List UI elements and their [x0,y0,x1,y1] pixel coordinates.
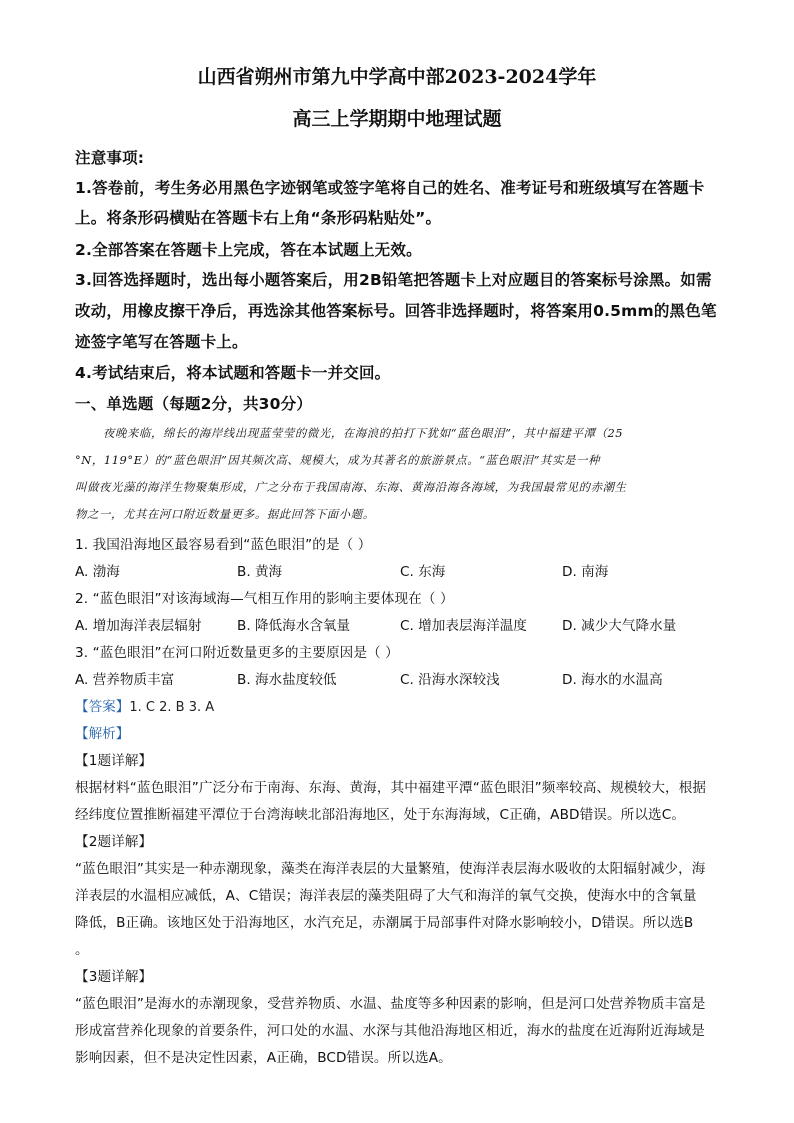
question-option: D. 减少大气降水量 [562,618,677,634]
section-title: 一、单选题（每题2分，共30分） [75,395,313,413]
page-subtitle: 高三上学期期中地理试题 [292,108,502,130]
analysis-line: “蓝色眼泪”是海水的赤潮现象，受营养物质、水温、盐度等多种因素的影响，但是河口处营养物质丰富是 [75,996,706,1012]
notes-heading: 注意事项: [75,149,145,167]
analysis-heading: 【3题详解】 [75,969,153,985]
passage-line: 夜晚来临，绵长的海岸线出现蓝莹莹的微光，在海浪的拍打下犹如“蓝色眼泪”，其中福建平潭（25 [103,426,624,440]
question-stem: 3. “蓝色眼泪”在河口附近数量更多的主要原因是（ ） [75,645,399,661]
answer-label: 【答案】 [75,699,130,715]
passage-line: 物之一，尤其在河口附近数量更多。据此回答下面小题。 [75,507,375,521]
analysis-line: 降低，B正确。该地区处于沿海地区，水汽充足，赤潮属于局部事件对降水影响较小，D错误。所以选B [75,915,694,931]
analysis-line: 根据材料“蓝色眼泪”广泛分布于南海、东海、黄海，其中福建平潭“蓝色眼泪”频率较高、规模较大，根据 [75,780,707,796]
analysis-line: 。 [75,942,89,958]
notes-line: 3.回答选择题时，选出每小题答案后，用2B铅笔把答题卡上对应题目的答案标号涂黑。如需 [75,271,712,289]
question-option: C. 沿海水深较浅 [400,672,500,688]
question-option: D. 海水的水温高 [562,672,663,688]
analysis-line: 经纬度位置推断福建平潭位于台湾海峡北部沿海地区，处于东海海域，C正确，ABD错误。所以选C。 [75,807,686,823]
notes-line: 上。将条形码横贴在答题卡右上角“条形码粘贴处”。 [75,209,442,227]
analysis-heading: 【2题详解】 [75,834,153,850]
question-option: A. 营养物质丰富 [75,672,175,688]
question-option: C. 增加表层海洋温度 [400,618,527,634]
analysis-label: 【解析】 [75,726,130,742]
analysis-line: 影响因素，但不是决定性因素，A正确，BCD错误。所以选A。 [75,1050,452,1066]
question-option: C. 东海 [400,564,446,580]
question-option: B. 黄海 [237,564,283,580]
passage-line: 叫做夜光藻的海洋生物聚集形成，广之分布于我国南海、东海、黄海沿海各海域，为我国最常见的赤潮生 [75,480,627,494]
analysis-heading: 【1题详解】 [75,753,153,769]
answer-row [75,695,214,715]
question-stem: 2. “蓝色眼泪”对该海域海—气相互作用的影响主要体现在（ ） [75,591,454,607]
notes-line: 2.全部答案在答题卡上完成，答在本试题上无效。 [75,241,422,259]
passage-line: °N，119°E）的“蓝色眼泪”因其频次高、规模大，成为其著名的旅游景点。“蓝色眼泪”其实是一种 [75,453,600,467]
answer-value: 1. C 2. B 3. A [129,700,215,715]
notes-line: 4.考试结束后，将本试题和答题卡一并交回。 [75,364,391,382]
question-option: B. 海水盐度较低 [237,672,337,688]
question-option: A. 增加海洋表层辐射 [75,618,202,634]
notes-line: 改动，用橡皮擦干净后，再选涂其他答案标号。回答非选择题时，将答案用0.5mm的黑色笔 [75,302,717,320]
page-title: 山西省朔州市第九中学高中部2023-2024学年 [197,66,597,88]
analysis-line: 洋表层的水温相应减低，A、C错误；海洋表层的藻类阻碍了大气和海洋的氧气交换，使海水中的含氧量 [75,888,697,904]
notes-line: 迹签字笔写在答题卡上。 [75,333,248,351]
notes-line: 1.答卷前，考生务必用黑色字迹钢笔或签字笔将自己的姓名、准考证号和班级填写在答题卡 [75,179,705,197]
analysis-line: “蓝色眼泪”其实是一种赤潮现象，藻类在海洋表层的大量繁殖，使海洋表层海水吸收的太阳辐射减少，海 [75,861,706,877]
question-option: A. 渤海 [75,564,120,580]
analysis-line: 形成富营养化现象的首要条件，河口处的水温、水深与其他沿海地区相近，海水的盐度在近海附近海域是 [75,1023,705,1039]
question-option: D. 南海 [562,564,609,580]
question-stem: 1. 我国沿海地区最容易看到“蓝色眼泪”的是（ ） [75,537,372,553]
question-option: B. 降低海水含氧量 [237,618,351,634]
